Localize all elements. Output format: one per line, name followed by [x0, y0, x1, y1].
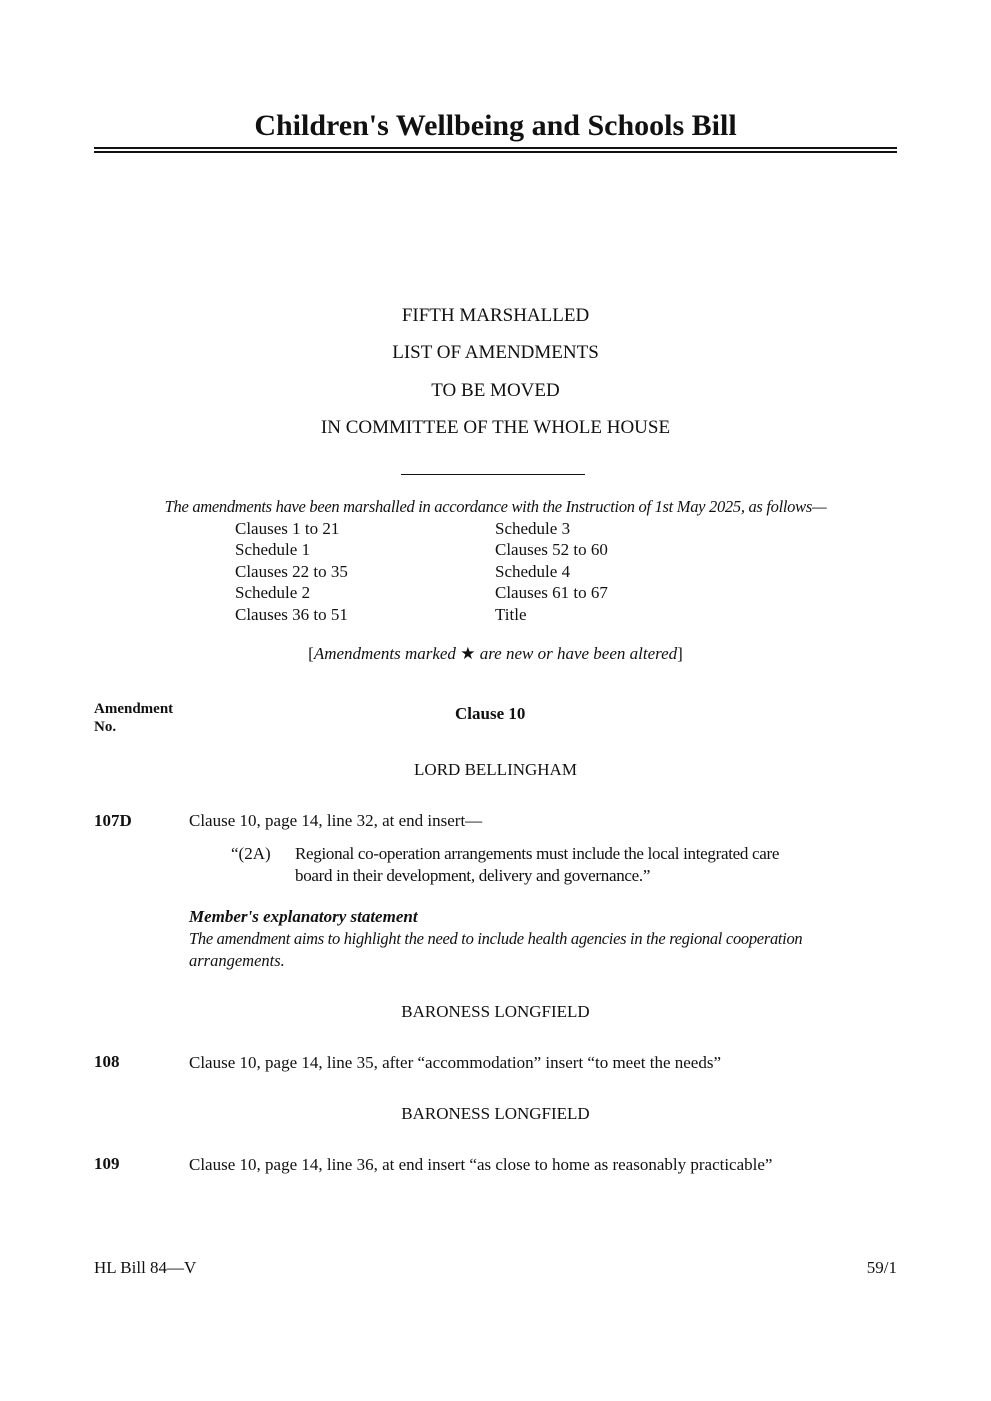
statement-heading: Member's explanatory statement: [189, 907, 418, 926]
bracket: [: [308, 644, 314, 663]
insert-text: board in their development, delivery and governance.”: [295, 866, 651, 885]
order-item: Schedule 4: [495, 562, 571, 581]
amendment-no-label: Amendment: [94, 701, 174, 717]
order-item: Clauses 22 to 35: [235, 562, 348, 581]
order-item: Schedule 3: [495, 519, 571, 538]
order-item: Clauses 1 to 21: [235, 519, 340, 538]
separator-rule: [401, 474, 585, 475]
footer-bill-ref: HL Bill 84—V: [94, 1258, 197, 1277]
statement-text: The amendment aims to highlight the need to include health agencies in the regional cooperation: [189, 929, 803, 948]
bill-title: Children's Wellbeing and Schools Bill: [254, 109, 737, 142]
member-name: LORD BELLINGHAM: [414, 760, 577, 779]
insert-text: Regional co-operation arrangements must include the local integrated care: [295, 844, 780, 863]
clause-heading: Clause 10: [455, 704, 526, 723]
amendment-text: Clause 10, page 14, line 36, at end insert “as close to home as reasonably practicable”: [189, 1155, 773, 1174]
heading-line: FIFTH MARSHALLED: [401, 305, 590, 326]
order-item: Clauses 36 to 51: [235, 605, 348, 624]
heading-line: IN COMMITTEE OF THE WHOLE HOUSE: [320, 417, 671, 438]
star-icon: ★: [460, 644, 476, 663]
amendments-note: [0, 644, 991, 664]
member-name: BARONESS LONGFIELD: [401, 1002, 590, 1021]
order-item: Schedule 1: [235, 540, 311, 559]
order-item: Title: [495, 605, 527, 624]
note-text: are new or have been altered: [475, 644, 678, 663]
heading-line: TO BE MOVED: [431, 380, 560, 401]
member-name: BARONESS LONGFIELD: [401, 1104, 590, 1123]
amendment-number: 107D: [94, 811, 132, 830]
title-rule-bottom: [94, 151, 897, 153]
insert-label: “(2A): [231, 844, 271, 863]
statement-text: arrangements.: [189, 951, 285, 970]
order-item: Clauses 61 to 67: [495, 583, 608, 602]
footer-page-ref: 59/1: [866, 1258, 897, 1277]
bracket: ]: [677, 644, 683, 663]
amendment-no-label: No.: [94, 719, 117, 735]
amendment-number: 109: [94, 1154, 120, 1173]
order-item: Clauses 52 to 60: [495, 540, 608, 559]
amendment-number: 108: [94, 1052, 120, 1071]
marshalling-intro: The amendments have been marshalled in accordance with the Instruction of 1st May 2025, as follows—: [164, 497, 827, 516]
amendment-text: Clause 10, page 14, line 32, at end insert—: [189, 811, 483, 830]
title-rule-top: [94, 147, 897, 149]
heading-line: LIST OF AMENDMENTS: [392, 342, 599, 363]
amendment-text: Clause 10, page 14, line 35, after “accommodation” insert “to meet the needs”: [189, 1053, 721, 1072]
note-text: Amendments marked: [313, 644, 461, 663]
order-item: Schedule 2: [235, 583, 311, 602]
